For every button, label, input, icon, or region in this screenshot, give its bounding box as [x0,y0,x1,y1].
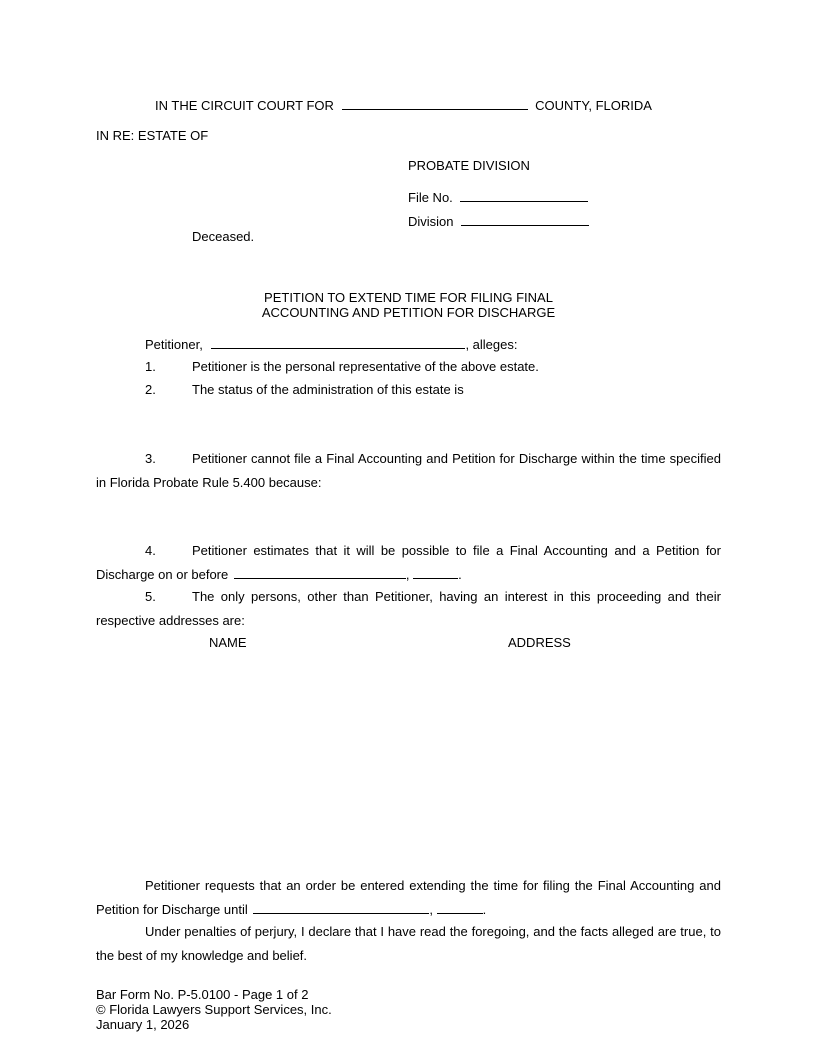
item5-number: 5. [145,589,156,604]
petitioner-line [145,336,518,352]
perjury-paragraph [96,920,721,968]
deceased-label: Deceased. [192,229,255,244]
court-heading [155,97,652,113]
request-comma: , [429,902,433,917]
item3-text: Petitioner cannot file a Final Accounting and Petition for Discharge within the time specified in Florida Probate Rule 5.400 because: [96,451,721,490]
item5-text: The only persons, other than Petitioner, having an interest in this proceeding and their respective addresses are: [96,589,721,628]
estimate-year-blank[interactable] [413,566,458,579]
item1-number: 1. [145,359,156,374]
petition-title-line2: ACCOUNTING AND PETITION FOR DISCHARGE [261,305,556,320]
alleges-label: , alleges: [465,337,518,352]
request-text: Petitioner requests that an order be entered extending the time for filing the Final Accounting and Petition for Discharge until [96,878,721,917]
item5-paragraph [96,585,721,633]
perjury-text: Under penalties of perjury, I declare that I have read the foregoing, and the facts alleged are true, to the best of my knowledge and belief. [96,924,721,963]
probate-division: PROBATE DIVISION [408,158,530,173]
in-re-label: IN RE: ESTATE OF [96,128,209,143]
item2-text: The status of the administration of this estate is [192,382,464,397]
division-blank[interactable] [461,213,589,226]
form-date: January 1, 2026 [96,1017,190,1032]
estimate-date-blank[interactable] [234,566,406,579]
item4-number: 4. [145,543,156,558]
item2-number: 2. [145,382,156,397]
copyright-line: © Florida Lawyers Support Services, Inc. [96,1002,332,1017]
item4-period: . [458,567,462,582]
file-no-line [408,189,588,205]
item4-paragraph [96,539,721,587]
extension-date-blank[interactable] [253,901,429,914]
court-prefix: IN THE CIRCUIT COURT FOR [155,98,334,113]
request-period: . [482,902,487,917]
petitioner-label: Petitioner, [145,337,203,352]
division-line [408,213,589,229]
item3-paragraph [96,447,721,495]
item4-text: Petitioner estimates that it will be possible to file a Final Accounting and a Petition for Discharge on or before [96,543,721,582]
file-no-label: File No. [408,190,453,205]
item4-comma: , [405,567,410,582]
address-column-header: ADDRESS [508,635,571,650]
request-paragraph [96,874,721,922]
item3-number: 3. [145,451,156,466]
form-number: Bar Form No. P-5.0100 - Page 1 of 2 [96,987,309,1002]
item1-text: Petitioner is the personal representative of the above estate. [192,359,539,374]
file-no-blank[interactable] [460,189,588,202]
name-column-header: NAME [209,635,247,650]
petition-title-line1: PETITION TO EXTEND TIME FOR FILING FINAL [264,290,553,305]
county-blank[interactable] [342,97,528,110]
extension-year-blank[interactable] [437,901,483,914]
division-label: Division [408,214,454,229]
court-suffix: COUNTY, FLORIDA [535,98,652,113]
petitioner-name-blank[interactable] [211,336,465,349]
